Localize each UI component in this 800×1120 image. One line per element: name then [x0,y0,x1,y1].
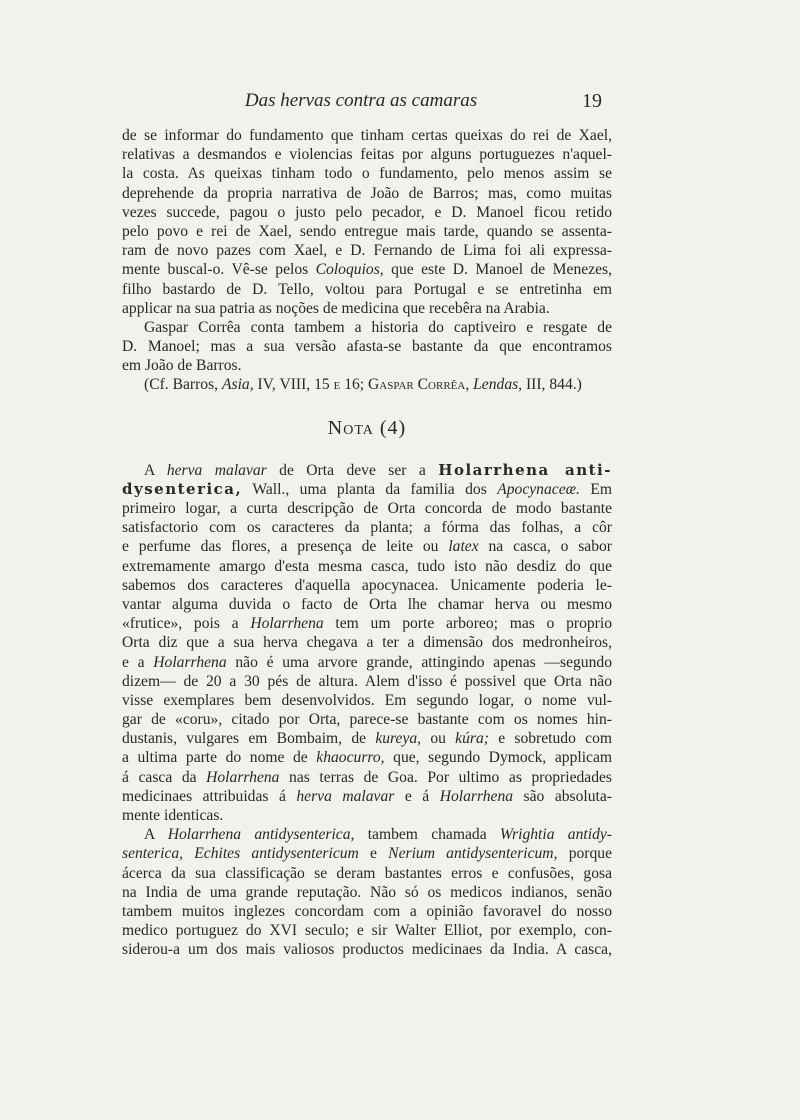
running-title: Das hervas contra as camaras [244,90,478,111]
text-line: applicar na sua patria as noções de medicina que recebêra na Arabia. [122,299,550,317]
text-run: e [358,845,389,863]
text-run: tem um porte arboreo; mas o proprio [323,615,612,633]
text-line: la costa. As queixas tinham todo o fundamento, pelo menos assim se [122,165,612,183]
italic-title: Coloquios, [315,261,384,279]
text-line: ácerca da sua classificação se deram bastantes erros e confusões, gosa [122,864,612,882]
italic-term: Holarrhena [439,787,514,805]
text-line [122,748,612,767]
text-run: Wall., uma planta da familia dos [242,480,498,498]
italic-title: Lendas, [473,376,523,394]
body-text [122,126,612,960]
italic-term: senterica, Echites antidysentericum [122,845,359,863]
text-line: vezes succede, pagou o justo pelo pecador, e D. Manoel ficou retido [122,203,612,221]
italic-term: Nerium antidysentericum, [388,845,558,863]
text-run: e sobretudo com [488,730,612,748]
italic-term: herva malavar [296,787,395,805]
text-run: A [144,461,167,479]
paragraph-continuation [122,126,612,318]
species-name: dysenterica, [122,479,243,498]
text-run: (Cf. Barros, [144,376,222,394]
note-heading: Nota (4) [327,416,407,439]
text-run: e á [394,787,440,805]
text-line: tambem muitos inglezes concordam com a opinião favoravel do nosso [122,902,612,920]
text-run: tambem chamada [354,826,500,844]
text-line: filho bastardo de D. Tello, voltou para Portugal e se entretinha em [122,280,612,298]
text-run: á casca da [122,768,207,786]
italic-title: Asia, [221,376,254,394]
paragraph-note [122,461,612,826]
text-line: Gaspar Corrêa conta tambem a historia do captiveiro e resgate de [144,318,612,336]
italic-term: Holarrhena antidysenterica, [167,826,355,844]
text-run: não é uma arvore grande, attingindo apenas —segundo [226,653,612,671]
text-run: A [144,826,168,844]
text-line: dizem— de 20 a 30 pés de altura. Alem d'isso é possivel que Orta não [122,672,612,690]
citation-line [122,375,612,394]
text-run: III, 844.) [522,376,582,394]
italic-term: kureya, [375,730,422,748]
text-line [122,825,612,844]
text-line: vantar alguma duvida o facto de Orta lhe chamar herva ou mesmo [122,595,612,613]
text-line: sabemos dos caracteres d'aquella apocynacea. Unicamente poderia le- [122,576,612,594]
italic-term: Holarrhena [153,653,227,671]
text-run: de Orta deve ser a [266,461,439,479]
text-line [122,729,612,748]
text-line [122,653,612,672]
italic-term: Wrightia antidy- [499,826,612,844]
text-run: na casca, o sabor [478,538,613,556]
text-line [122,844,612,863]
text-line: na India de uma grande reputação. Não só os medicos indianos, senão [122,883,612,901]
text-run: Em [579,480,612,498]
text-line: de se informar do fundamento que tinham certas queixas do rei de Xael, [122,127,612,144]
text-line: mente identicas. [122,807,224,824]
text-line: pelo povo e rei de Xael, sendo entregue mais tarde, quando se assenta- [122,222,612,240]
text-line: siderou-a um dos mais valiosos productos medicinaes da India. A casca, [122,941,612,959]
running-head [120,88,602,116]
text-line: medico portuguez do XVI seculo; e sir Walter Elliot, por exemplo, con- [122,922,612,940]
text-run: nas terras de Goa. Por ultimo as propriedades [279,768,612,786]
text-line [122,260,612,279]
italic-term: Apocynaceæ. [497,480,580,498]
text-line: deprehende da propria narrativa de João de Barros; mas, como muitas [122,184,612,202]
text-line: gar de «coru», citado por Orta, parece-se bastante com os nomes hin- [122,711,612,729]
text-run: e perfume das flores, a presença de leite ou [122,538,449,556]
text-run: dustanis, vulgares em Bombaim, de [122,730,376,748]
text-line [122,461,612,480]
paragraph-synonyms [122,825,612,959]
italic-term: Holarrhena [250,615,324,633]
text-run: medicinaes attribuidas á [122,787,297,805]
text-run: que, segundo Dymock, applicam [384,749,613,767]
text-run: a ultima parte do nome de [122,749,317,767]
text-run: «frutice», pois a [122,615,251,633]
text-run: ou [421,730,456,748]
page-number: 19 [582,90,602,112]
text-line [122,787,612,806]
text-run: porque [557,845,613,863]
italic-term: kúra; [455,730,489,748]
italic-term: Holarrhena [206,768,280,786]
paragraph-correa [122,318,612,376]
text-line: satisfactorio com os caracteres da planta; a fórma das folhas, a côr [122,519,612,537]
italic-term: herva malavar [166,461,267,479]
text-line: primeiro logar, a curta descripção de Orta concorda de modo bastante [122,500,612,517]
text-line: visse exemplares bem desenvolvidos. Em segundo logar, o nome vul- [122,691,612,709]
text-line [122,768,612,787]
text-run: IV, VIII, 15 e 16; Gaspar Corrêa, [253,376,474,394]
italic-term: khaocurro, [316,749,385,767]
text-run: mente buscal-o. Vê-se pelos [122,261,316,279]
species-name: Holarrhena anti- [438,460,612,479]
text-line: extremamente amargo d'esta mesma casca, tudo isto não desdiz do que [122,557,612,575]
text-line [122,614,612,633]
text-run: e a [122,653,154,671]
text-line: ram de novo pazes com Xael, e D. Fernando de Lima foi ali expressa- [122,242,612,260]
text-line [122,537,612,556]
text-line: em João de Barros. [122,357,242,375]
text-line [122,480,612,499]
text-line: D. Manoel; mas a sua versão afasta-se bastante da que encontramos [122,338,612,356]
text-line: Orta diz que a sua herva chegava a ter a dimensão dos medronheiros, [122,634,612,652]
text-run: que este D. Manoel de Menezes, [383,261,613,279]
italic-term: latex [448,538,479,556]
text-run: são absoluta- [513,787,612,805]
text-line: relativas a desmandos e violencias feitas por alguns portuguezes n'aquel- [122,146,612,164]
